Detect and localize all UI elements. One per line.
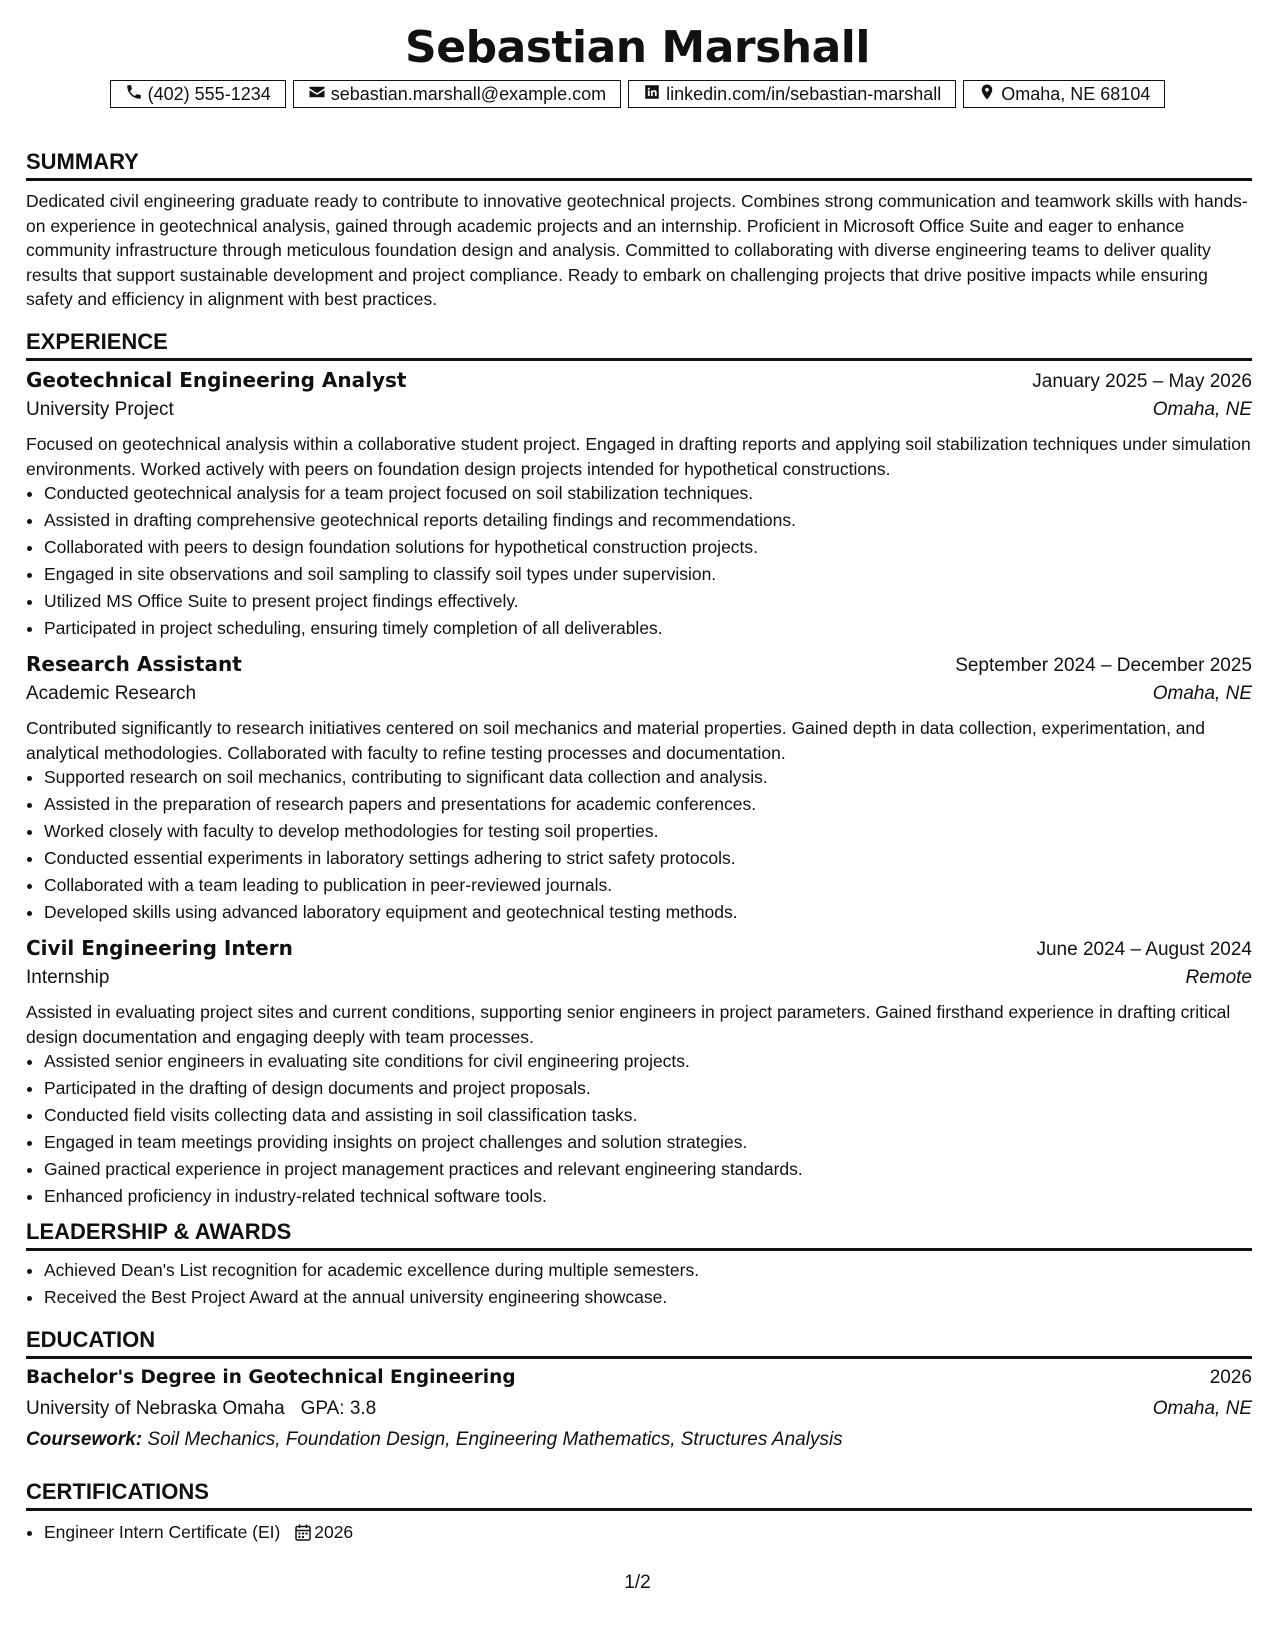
job-description: Assisted in evaluating project sites and current conditions, supporting senior engineers in project parameters. Gained firsthand experience in drafting critical design documentation and engaging deeply with team processes.	[26, 1002, 1231, 1047]
experience-heading: EXPERIENCE	[26, 328, 1252, 361]
page-number: 1/2	[624, 1572, 651, 1593]
list-item: • Assisted senior engineers in evaluating site conditions for civil engineering projects.	[44, 1048, 1244, 1075]
coursework-line	[26, 1429, 1252, 1451]
job-organization: Academic Research	[26, 683, 197, 704]
job-subheader	[26, 399, 1252, 421]
school-name: University of Nebraska Omaha	[26, 1398, 285, 1419]
list-item	[44, 1519, 1244, 1549]
contact-email[interactable]	[293, 80, 621, 108]
list-item: • Conducted field visits collecting data and assisting in soil classification tasks.	[44, 1102, 1244, 1129]
candidate-name: Sebastian Marshall	[405, 22, 870, 73]
job-dates: January 2025 – May 2026	[1032, 371, 1252, 392]
certification-year: 2026	[314, 1522, 354, 1542]
linkedin-icon	[643, 83, 661, 106]
list-item: • Collaborated with peers to design foundation solutions for hypothetical construction projects.	[44, 534, 1244, 561]
job-title: Geotechnical Engineering Analyst	[26, 368, 407, 392]
job-header	[26, 652, 1252, 677]
location-text: Omaha, NE 68104	[1001, 83, 1151, 104]
list-item: • Worked closely with faculty to develop methodologies for testing soil properties.	[44, 818, 1244, 845]
list-item: • Engaged in team meetings providing insights on project challenges and solution strategies.	[44, 1129, 1244, 1156]
job-subheader	[26, 967, 1252, 989]
list-item: • Assisted in the preparation of research papers and presentations for academic conferences.	[44, 791, 1244, 818]
certifications-list	[26, 1519, 1244, 1549]
map-pin-icon	[978, 83, 996, 106]
envelope-icon	[308, 83, 326, 106]
coursework-label: Coursework:	[26, 1429, 143, 1450]
contact-linkedin[interactable]	[628, 80, 956, 108]
list-item: • Utilized MS Office Suite to present project findings effectively.	[44, 588, 1244, 615]
job-bullets	[26, 764, 1244, 926]
job-description: Focused on geotechnical analysis within a collaborative student project. Engaged in drafting reports and applying soil stabilization techniques under simulation environments. Worked actively with peers on foundation design projects intended for hypothetical constructions.	[26, 434, 1251, 479]
job-organization: Internship	[26, 967, 110, 988]
job-title: Research Assistant	[26, 652, 242, 676]
coursework-list: Soil Mechanics, Foundation Design, Engineering Mathematics, Structures Analysis	[147, 1429, 843, 1450]
job-bullets	[26, 1048, 1244, 1210]
list-item: • Assisted in drafting comprehensive geotechnical reports detailing findings and recommendations.	[44, 507, 1244, 534]
certifications-heading: CERTIFICATIONS	[26, 1478, 1252, 1511]
summary-text: Dedicated civil engineering graduate ready to contribute to innovative geotechnical projects. Combines strong communication and teamwork skills with hands-on experience in geotechnical analysis, gained through academic projects and an internship. Proficient in Microsoft Office Suite and eager to enhance community infrastructure through meticulous foundation design and analysis. Committed to collaborating with diverse engineering teams to deliver quality results that support sustainable development and project compliance. Ready to embark on challenging projects that drive positive impacts while ensuring safety and efficiency in alignment with best practices.	[26, 191, 1248, 309]
contact-phone[interactable]	[110, 80, 286, 108]
gpa: GPA: 3.8	[300, 1398, 377, 1419]
list-item: • Developed skills using advanced laboratory equipment and geotechnical testing methods.	[44, 899, 1244, 926]
list-item: • Gained practical experience in project management practices and relevant engineering standards.	[44, 1156, 1244, 1183]
phone-icon	[125, 83, 143, 106]
job-dates: June 2024 – August 2024	[1036, 939, 1252, 960]
list-item: • Achieved Dean's List recognition for academic excellence during multiple semesters.	[44, 1257, 1244, 1284]
job-header	[26, 936, 1252, 961]
education-subheader	[26, 1398, 1252, 1420]
email-text: sebastian.marshall@example.com	[330, 83, 607, 104]
job-title: Civil Engineering Intern	[26, 936, 293, 960]
graduation-year: 2026	[1209, 1367, 1252, 1388]
list-item: • Participated in project scheduling, ensuring timely completion of all deliverables.	[44, 615, 1244, 642]
job-location: Omaha, NE	[1152, 399, 1252, 420]
list-item: • Supported research on soil mechanics, contributing to significant data collection and analysis.	[44, 764, 1244, 791]
education-header	[26, 1367, 1252, 1389]
school-location: Omaha, NE	[1152, 1398, 1252, 1419]
job-organization: University Project	[26, 399, 174, 420]
calendar-icon	[295, 1522, 311, 1549]
certification-name: Engineer Intern Certificate (EI)	[44, 1522, 281, 1542]
list-item: • Participated in the drafting of design documents and project proposals.	[44, 1075, 1244, 1102]
job-subheader	[26, 683, 1252, 705]
phone-text: (402) 555-1234	[147, 83, 271, 104]
education-heading: EDUCATION	[26, 1326, 1252, 1359]
contact-bar	[0, 80, 1275, 108]
list-item: • Received the Best Project Award at the annual university engineering showcase.	[44, 1284, 1244, 1311]
leadership-bullets	[26, 1257, 1244, 1311]
list-item: • Conducted essential experiments in laboratory settings adhering to strict safety protocols.	[44, 845, 1244, 872]
list-item: • Collaborated with a team leading to publication in peer-reviewed journals.	[44, 872, 1244, 899]
job-dates: September 2024 – December 2025	[955, 655, 1252, 676]
job-location: Omaha, NE	[1152, 683, 1252, 704]
job-location: Remote	[1185, 967, 1252, 988]
job-header	[26, 368, 1252, 393]
school-line	[26, 1398, 376, 1420]
job-description: Contributed significantly to research initiatives centered on soil mechanics and material properties. Gained depth in data collection, experimentation, and analytical methodologies. Collaborated with faculty to refine testing processes and documentation.	[26, 718, 1205, 763]
list-item: • Engaged in site observations and soil sampling to classify soil types under supervision.	[44, 561, 1244, 588]
contact-location	[963, 80, 1165, 108]
list-item: • Enhanced proficiency in industry-related technical software tools.	[44, 1183, 1244, 1210]
job-bullets	[26, 480, 1244, 642]
degree-title: Bachelor's Degree in Geotechnical Engineering	[26, 1367, 516, 1388]
summary-heading: SUMMARY	[26, 148, 1252, 181]
list-item: • Conducted geotechnical analysis for a team project focused on soil stabilization techniques.	[44, 480, 1244, 507]
linkedin-text: linkedin.com/in/sebastian-marshall	[666, 83, 942, 104]
leadership-heading: LEADERSHIP & AWARDS	[26, 1218, 1252, 1251]
